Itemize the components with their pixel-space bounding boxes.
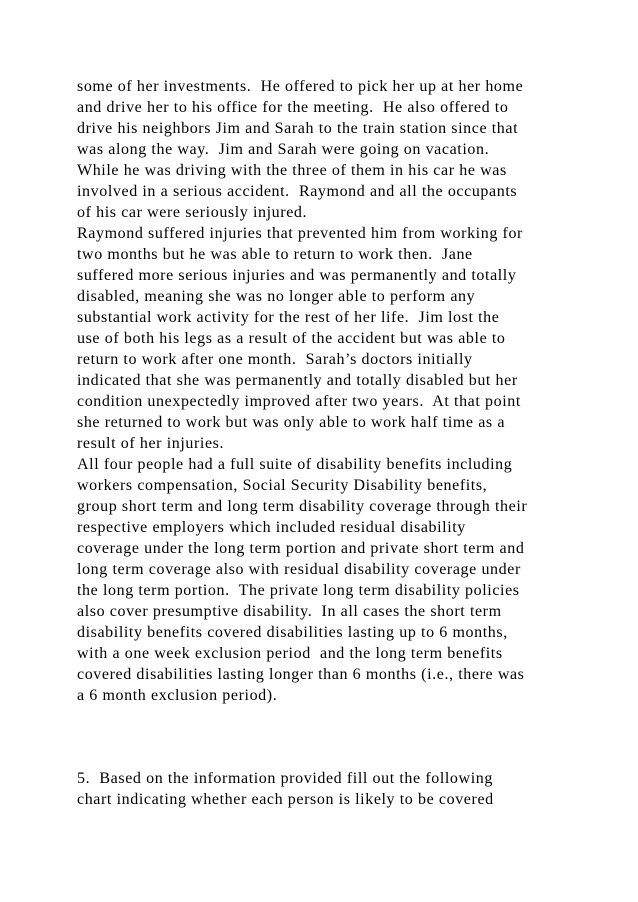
text-line: the long term portion. The private long term disability policies [77, 582, 520, 599]
text-line: Raymond suffered injuries that prevented him from working for [77, 225, 523, 242]
text-line: she returned to work but was only able to work half time as a [77, 414, 506, 431]
text-line: drive his neighbors Jim and Sarah to the train station since that [77, 120, 519, 137]
text-line: result of her injuries. [77, 435, 225, 452]
text-line: return to work after one month. Sarah’s doctors initially [77, 351, 473, 368]
text-line: suffered more serious injuries and was permanently and totally [77, 267, 517, 284]
text-line: a 6 month exclusion period). [77, 687, 278, 704]
text-line: 5. Based on the information provided fill out the following [77, 770, 493, 787]
text-line: use of both his legs as a result of the accident but was able to [77, 330, 506, 347]
text-line: two months but he was able to return to work then. Jane [77, 246, 473, 263]
text-line: disability benefits covered disabilities lasting up to 6 months, [77, 624, 508, 641]
text-line: some of her investments. He offered to pick her up at her home [77, 78, 524, 95]
text-line: with a one week exclusion period and the long term benefits [77, 645, 503, 662]
text-line: workers compensation, Social Security Disability benefits, [77, 477, 488, 494]
text-line: indicated that she was permanently and totally disabled but her [77, 372, 518, 389]
text-line: long term coverage also with residual disability coverage under [77, 561, 521, 578]
text-line: respective employers which included residual disability [77, 519, 466, 536]
text-line: was along the way. Jim and Sarah were going on vacation. [77, 141, 490, 158]
text-line: involved in a serious accident. Raymond and all the occupants [77, 183, 518, 200]
text-line: group short term and long term disability coverage through their [77, 498, 528, 515]
text-line: While he was driving with the three of them in his car he was [77, 162, 507, 179]
text-line: chart indicating whether each person is likely to be covered [77, 791, 494, 808]
text-line: coverage under the long term portion and private short term and [77, 540, 525, 557]
text-line: covered disabilities lasting longer than 6 months (i.e., there was [77, 666, 525, 683]
text-line: All four people had a full suite of disability benefits including [77, 456, 513, 473]
text-line: of his car were seriously injured. [77, 204, 308, 221]
question-5 [77, 768, 577, 810]
case-narrative [77, 76, 577, 706]
text-line: condition unexpectedly improved after two years. At that point [77, 393, 521, 410]
text-line: substantial work activity for the rest of her life. Jim lost the [77, 309, 500, 326]
text-line: and drive her to his office for the meeting. He also offered to [77, 99, 509, 116]
text-line: also cover presumptive disability. In all cases the short term [77, 603, 502, 620]
text-line: disabled, meaning she was no longer able to perform any [77, 288, 476, 305]
